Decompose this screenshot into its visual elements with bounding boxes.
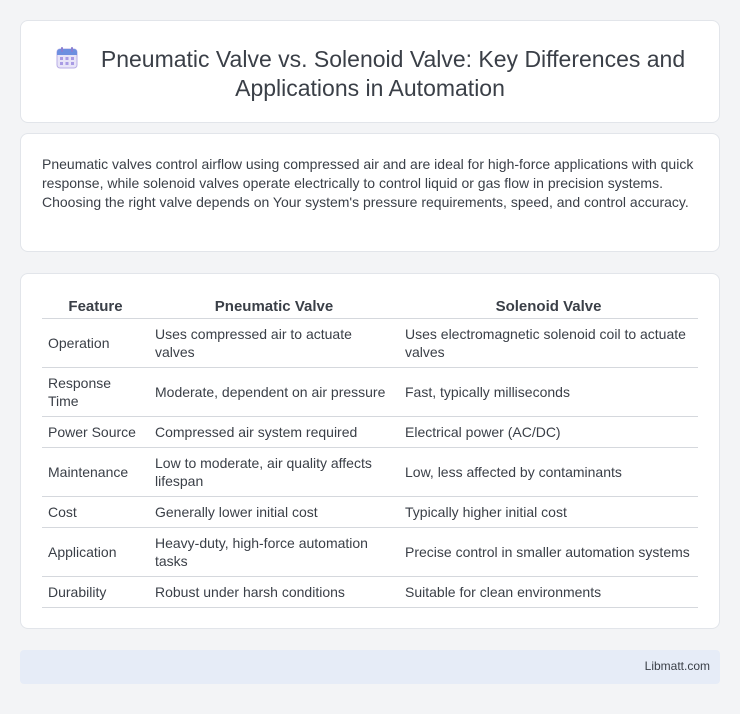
solenoid-cell: Electrical power (AC/DC) xyxy=(399,416,698,447)
table-row xyxy=(42,576,698,607)
page-title-text: Pneumatic Valve vs. Solenoid Valve: Key Differences and Applications in Automation xyxy=(100,46,686,101)
page-title xyxy=(41,45,699,103)
calendar-icon xyxy=(55,46,79,70)
feature-cell: Power Source xyxy=(42,416,149,447)
title-wrap xyxy=(21,45,719,103)
table-row xyxy=(42,416,698,447)
solenoid-cell: Typically higher initial cost xyxy=(399,496,698,527)
pneumatic-cell: Low to moderate, air quality affects lifespan xyxy=(149,447,399,496)
pneumatic-cell: Generally lower initial cost xyxy=(149,496,399,527)
table-row xyxy=(42,318,698,367)
pneumatic-cell: Heavy-duty, high-force automation tasks xyxy=(149,527,399,576)
comparison-table xyxy=(42,297,698,608)
feature-cell: Cost xyxy=(42,496,149,527)
header-feature: Feature xyxy=(42,297,149,318)
table-header-row xyxy=(42,297,698,318)
solenoid-cell: Suitable for clean environments xyxy=(399,576,698,607)
footer-bar xyxy=(20,650,720,684)
feature-cell: Response Time xyxy=(42,367,149,416)
solenoid-cell: Low, less affected by contaminants xyxy=(399,447,698,496)
solenoid-cell: Uses electromagnetic solenoid coil to actuate valves xyxy=(399,318,698,367)
table-row xyxy=(42,447,698,496)
comparison-card xyxy=(20,273,720,629)
solenoid-cell: Precise control in smaller automation systems xyxy=(399,527,698,576)
table-row xyxy=(42,496,698,527)
header-card xyxy=(20,20,720,123)
table-row xyxy=(42,527,698,576)
header-pneumatic-valve: Pneumatic Valve xyxy=(149,297,399,318)
intro-paragraph: Pneumatic valves control airflow using compressed air and are ideal for high-force applications with quick response, while solenoid valves operate electrically to control liquid or gas flow in precision systems. Choosing the right valve depends on Your system's pressure requirements, speed, and control accuracy. xyxy=(42,156,694,210)
header-solenoid-valve: Solenoid Valve xyxy=(399,297,698,318)
footer-source-link[interactable]: Libmatt.com xyxy=(644,659,710,673)
intro-card xyxy=(20,133,720,252)
feature-cell: Application xyxy=(42,527,149,576)
solenoid-cell: Fast, typically milliseconds xyxy=(399,367,698,416)
pneumatic-cell: Compressed air system required xyxy=(149,416,399,447)
table-row xyxy=(42,367,698,416)
feature-cell: Maintenance xyxy=(42,447,149,496)
pneumatic-cell: Uses compressed air to actuate valves xyxy=(149,318,399,367)
feature-cell: Operation xyxy=(42,318,149,367)
feature-cell: Durability xyxy=(42,576,149,607)
pneumatic-cell: Robust under harsh conditions xyxy=(149,576,399,607)
pneumatic-cell: Moderate, dependent on air pressure xyxy=(149,367,399,416)
